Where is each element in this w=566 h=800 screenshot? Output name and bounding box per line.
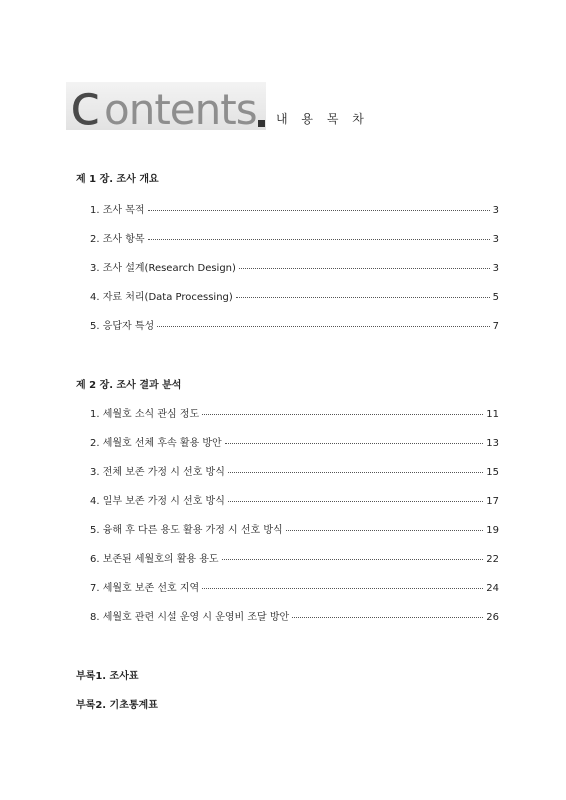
dot-leader xyxy=(148,210,490,211)
toc-entry-page: 19 xyxy=(486,525,499,536)
logo-word: ontents xyxy=(104,85,257,134)
toc-entry-label: 3. 전체 보존 가정 시 선호 방식 xyxy=(90,467,225,478)
dot-leader xyxy=(202,588,483,589)
toc-entry[interactable] xyxy=(90,317,499,332)
toc-entry[interactable] xyxy=(90,492,499,507)
toc-entry-page: 26 xyxy=(486,612,499,623)
toc-entry-page: 3 xyxy=(492,205,499,216)
toc-entry-page: 7 xyxy=(492,321,499,332)
toc-entry[interactable] xyxy=(90,434,499,449)
toc-entry-page: 24 xyxy=(486,583,499,594)
toc-entry-page: 11 xyxy=(486,409,499,420)
dot-leader xyxy=(292,617,483,618)
dot-leader xyxy=(236,297,490,298)
toc-entry[interactable] xyxy=(90,405,499,420)
toc-entry-label: 7. 세월호 보존 선호 지역 xyxy=(90,583,200,594)
toc-entry-label: 5. 융해 후 다른 용도 활용 가정 시 선호 방식 xyxy=(90,525,283,536)
toc-entry-page: 3 xyxy=(492,263,499,274)
toc-entry-label: 1. 세월호 소식 관심 정도 xyxy=(90,409,200,420)
chapter-title: 제 2 장. 조사 결과 분석 xyxy=(76,380,182,391)
toc-entry[interactable] xyxy=(90,521,499,536)
toc-entry[interactable] xyxy=(90,579,499,594)
toc-entry[interactable] xyxy=(90,608,499,623)
dot-leader xyxy=(157,326,489,327)
dot-leader xyxy=(239,268,490,269)
logo-dot xyxy=(258,120,265,127)
dot-leader xyxy=(228,472,483,473)
toc-entry-page: 13 xyxy=(486,438,499,449)
toc-entry[interactable] xyxy=(90,288,499,303)
toc-entry-label: 3. 조사 설계(Research Design) xyxy=(90,263,236,274)
toc-entry[interactable] xyxy=(90,259,499,274)
chapter-title: 제 1 장. 조사 개요 xyxy=(76,174,159,185)
toc-entry[interactable] xyxy=(90,463,499,478)
dot-leader xyxy=(202,414,483,415)
toc-entry-label: 8. 세월호 관련 시설 운영 시 운영비 조달 방안 xyxy=(90,612,290,623)
dot-leader xyxy=(228,501,483,502)
dot-leader xyxy=(225,443,484,444)
toc-entry[interactable] xyxy=(90,550,499,565)
dot-leader xyxy=(222,559,484,560)
appendix-item[interactable]: 부록1. 조사표 xyxy=(76,671,139,682)
toc-entry-page: 3 xyxy=(492,234,499,245)
toc-entry-page: 22 xyxy=(486,554,499,565)
toc-entry-label: 4. 자료 처리(Data Processing) xyxy=(90,292,233,303)
page-subtitle: 내 용 목 차 xyxy=(276,112,369,126)
appendix-item[interactable]: 부록2. 기초통계표 xyxy=(76,700,158,711)
toc-entry-label: 4. 일부 보존 가정 시 선호 방식 xyxy=(90,496,225,507)
toc-entry-page: 5 xyxy=(492,292,499,303)
toc-entry[interactable] xyxy=(90,201,499,216)
toc-entry-page: 17 xyxy=(486,496,499,507)
dot-leader xyxy=(148,239,490,240)
toc-entry-label: 6. 보존된 세월호의 활용 용도 xyxy=(90,554,219,565)
toc-entry[interactable] xyxy=(90,230,499,245)
toc-entry-label: 2. 조사 항목 xyxy=(90,234,145,245)
logo-initial: c xyxy=(70,73,101,138)
toc-entry-page: 15 xyxy=(486,467,499,478)
toc-entry-label: 5. 응답자 특성 xyxy=(90,321,155,332)
toc-entry-label: 2. 세월호 선체 후속 활용 방안 xyxy=(90,438,222,449)
toc-entry-label: 1. 조사 목적 xyxy=(90,205,145,216)
dot-leader xyxy=(286,530,484,531)
